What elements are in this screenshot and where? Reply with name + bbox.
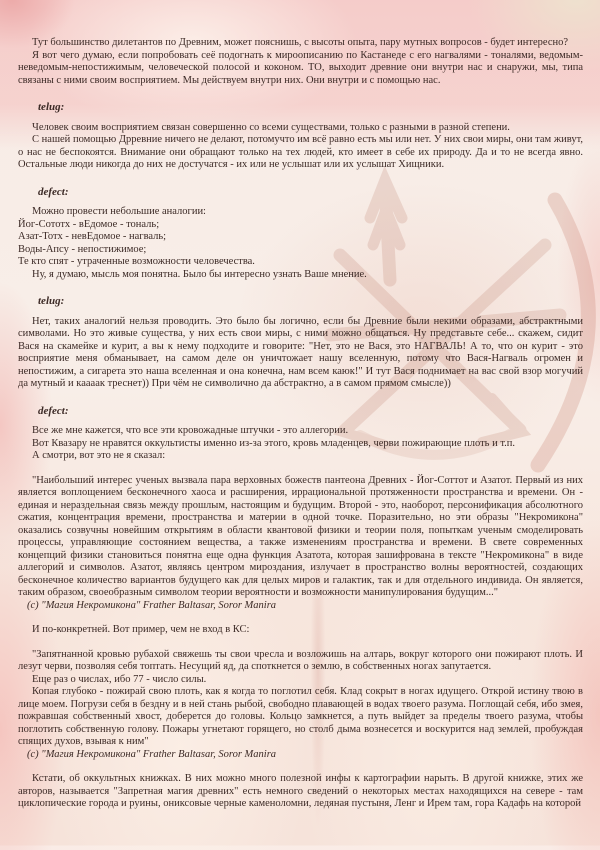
paragraph: С нашей помощью Дрревние ничего не делают, потомучто им всё равно есть мы или нет. У них свои миры, они там живут, о нас не беспокоятся. Внимание они обращают только на тех людей, кто имеет в себе их природу. Да и то не всегда явно. Остальные люди никогда до них не достучатся - их или не услышат или их услышат Хищники. bbox=[18, 134, 583, 170]
paragraph: "Запятнанной кровью рубахой свяжешь ты свои чресла и возложишь на алтарь, вокруг которого они пожирают плоть. И лезут черви, позволяя себя топтать. Несущий яд, да споткнется о землю, в собственных ногах запутается. bbox=[18, 648, 583, 672]
paragraph: Вот Квазару не нравятся оккультисты именно из-за этого, кровь младенцев, черви пожирающие плоть и т.п. bbox=[32, 437, 515, 449]
analogy-list-item: Азат-Тотх - невЕдомое - нагваль; bbox=[18, 231, 167, 242]
quote-author-header: defect: bbox=[38, 404, 69, 417]
paragraph: Нет, таких аналогий нельзя проводить. Это было бы логично, если бы Древние были некими образами, абстрактными символами. Но это живые существа, у них есть свои миры, с ними можно общаться. Ну представьте себе... скажем, сидит Вася на скамейке и курит, а вы к нему подходите и говорите: "Нет, это не Вася, это НАГВАЛЬ! А то, что он курит - это восприятие меня обманывает, на самом деле он уничтожает нашу вселенную, потому что Вася-Нагваль огромен и непостижим, а сигарета это наша вселенная и она конечна, нам всем каюк!" И тут Вася поднимает на вас свой взор могучий да мутный и каааак треснет)) При чём не символично да абстрактно, а в самом прямом смысле)) bbox=[18, 315, 583, 389]
quote-author-header: defect: bbox=[38, 185, 69, 198]
citation-line: (с) "Магия Некромикона" Frather Baltasar, Soror Manira bbox=[27, 599, 277, 611]
paragraph: Копая глубоко - пожирай свою плоть, как я когда то поглотил себя. Клад сокрыт в ногах идущего. Открой истину твою в лице моем. Погрузи себя в бездну и в ней стань рыбой, свободно плавающей в водах твоего разума. Поглощай себя, ибо змея, пожравшая собственный хвост, доберется до головы. Кольцо замкнется, а путь выйдет за пределы твоего разума, чтобы поглотить собственную голову. Пожары угнетают горящего, но столб дыма вознесется и воскурится над землей, пробуждая спящих духов, взывая к ним" bbox=[18, 686, 583, 747]
paragraph: Все же мне кажется, что все эти кровожадные штучки - это аллегории. bbox=[32, 425, 349, 436]
analogy-list-item: Воды-Апсу - непостижимое; bbox=[18, 243, 147, 255]
quote-author-header: telug: bbox=[38, 101, 65, 113]
paragraph: Кстати, об оккультных книжках. В них можно много полезной инфы к картографии нарыть. В другой книжке, этих же авторов, называется "Запретная магия древних" есть немного сведений о некоторых местах находящихся на севере - там циклопические города и руины, ониксовые черные каменоломни, ледяная пустыня, Ленг и Ирем там, гора Кадафь на которой bbox=[18, 773, 583, 809]
paragraph: Ну, я думаю, мысль моя понятна. Было бы интересно узнать Ваше мнение. bbox=[32, 268, 367, 280]
paragraph: Человек своим восприятием связан совершенно со всеми существами, только с разными в разной степени. bbox=[32, 121, 510, 133]
citation-line: (с) "Магия Некромикона" Frather Baltasar, Soror Manira bbox=[27, 748, 277, 760]
analogy-list-item: Те кто спят - утраченные возможности человечества. bbox=[18, 256, 255, 267]
analogy-list-item: Йог-Сототх - вЕдомое - тональ; bbox=[18, 218, 160, 230]
paragraph: "Наибольший интерес ученых вызвала пара верховных божеств пантеона Древних - Йог-Соттот и Азатот. Первый из них является воплощением бесконечного хаоса и расширения, иррациональной протяженности пространства и времени. Он - единая и нераздельная связь между прошлым, настоящим и будущим. Второй - это, наоборот, персонификация абсолютного сжатия, концентрация времени, пространства и материи в одной точке. Поразительно, но эти образы "Некромикона" оказались созвучны новейшим открытиям в области квантовой физики и теории поля, попыткам ученым смоделировать процессы, управляющие состоянием вещества, а также изменениям пространства и времени. В свете современных концепций физики становиться понятна еще одна функция Азатота, которая зашифрована в тексте "Некромикона" в виде аллегорий и символов. Азатот, являясь центром мироздания, излучает в пространство волны вероятностей, создающих бесконечное количество вариантов будущего как для целых миров и галактик, так и для отдельного индивида. Он является, таким образом, своеобразным символом теории вероятности и возможности манипулирования будущим..." bbox=[18, 474, 583, 598]
quote-author-header: telug: bbox=[38, 295, 65, 307]
paragraph: Я вот чего думаю, если попробовать сеё подогнать к мироописанию по Кастанеде с его нагвалями - тоналями, ведомым-неведомым-непостижимым, человеческой полосой и коконом. ТО, выходит древние они внутри нас и снаружи, мы, типа связаны с ними своим восприятием. Мы действуем внутри них. Они внутри и с помощью нас. bbox=[18, 49, 583, 86]
paragraph: А смотри, вот это не я сказал: bbox=[32, 450, 166, 461]
paragraph: Можно провести небольшие аналогии: bbox=[32, 206, 206, 217]
paragraph: И по-конкретней. Вот пример, чем не вход в КС: bbox=[32, 624, 250, 635]
paragraph: Тут большинство дилетантов по Древним, может пояснишь, с высоты опыта, пару мутных вопросов - будет интересно? bbox=[32, 37, 569, 48]
paragraph: Еще раз о числах, ибо 77 - число силы. bbox=[32, 673, 207, 685]
